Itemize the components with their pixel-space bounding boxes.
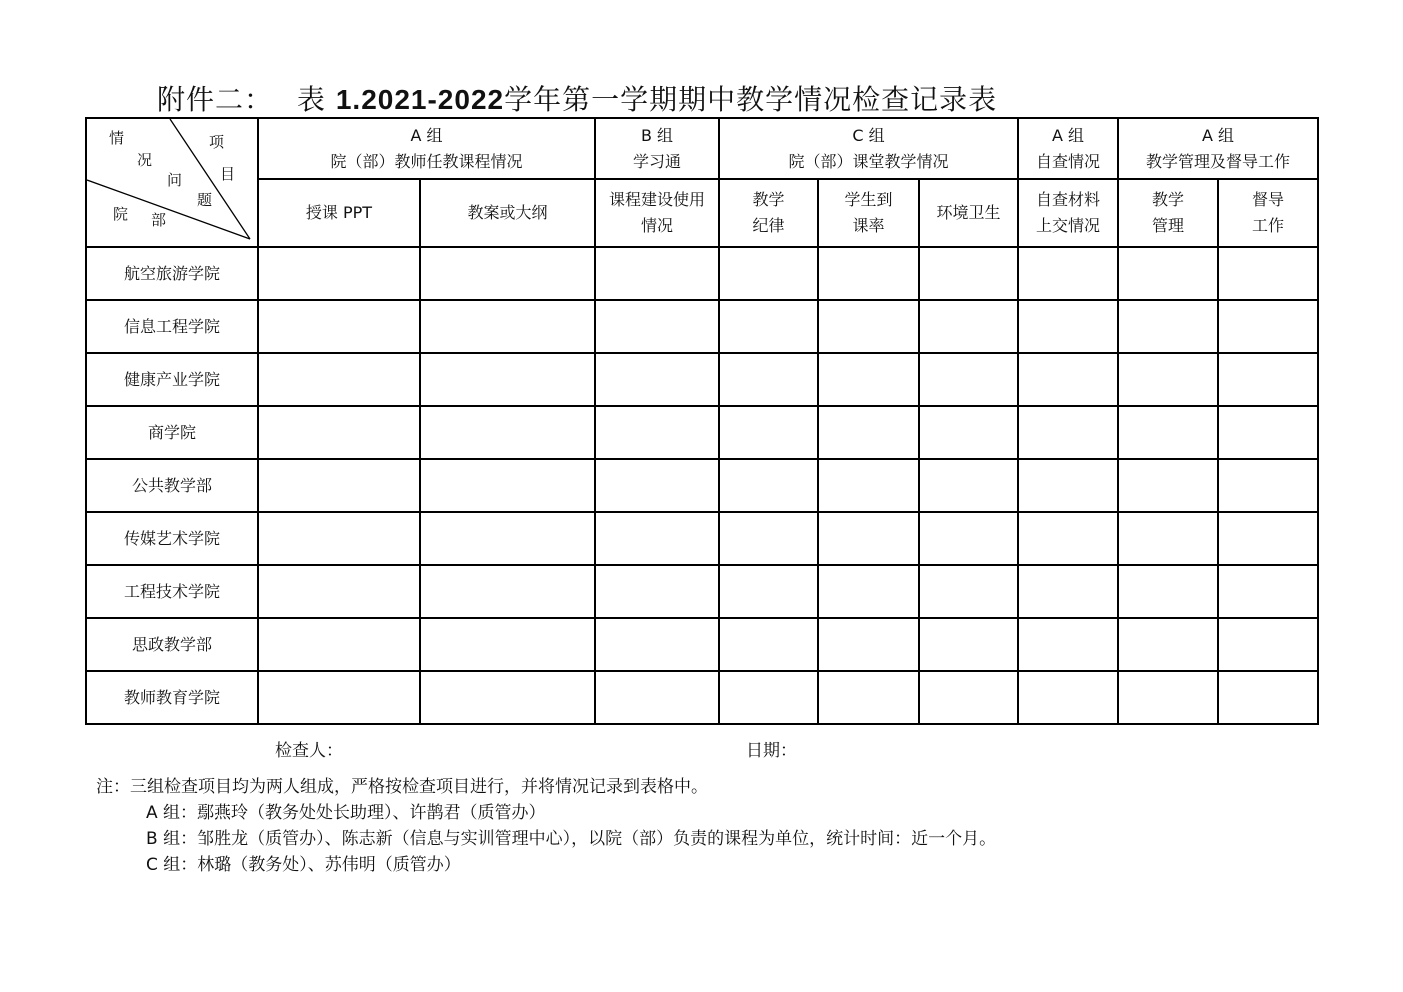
table-cell[interactable] [1218, 459, 1318, 512]
table-cell[interactable] [919, 565, 1018, 618]
table-cell[interactable] [1018, 406, 1118, 459]
table-cell[interactable] [1218, 618, 1318, 671]
college-name: 健康产业学院 [86, 353, 258, 406]
table-cell[interactable] [258, 300, 420, 353]
table-cell[interactable] [420, 406, 595, 459]
table-cell[interactable] [818, 671, 919, 724]
table-cell[interactable] [1218, 300, 1318, 353]
table-cell[interactable] [919, 406, 1018, 459]
table-cell[interactable] [1018, 459, 1118, 512]
table-cell[interactable] [595, 565, 719, 618]
table-cell[interactable] [1118, 512, 1218, 565]
sub-header-row [86, 179, 1318, 247]
table-row [86, 459, 1318, 512]
table-cell[interactable] [595, 459, 719, 512]
notes [96, 774, 996, 878]
table-cell[interactable] [595, 618, 719, 671]
note-line: B 组：邹胜龙（质管办）、陈志新（信息与实训管理中心），以院（部）负责的课程为单位，统计时间：近一个月。 [146, 829, 997, 849]
college-name: 教师教育学院 [86, 671, 258, 724]
group-header: A 组 自查情况 [1018, 118, 1118, 179]
sub-header: 教学 纪律 [719, 179, 818, 247]
table-cell[interactable] [1218, 512, 1318, 565]
table-cell[interactable] [919, 671, 1018, 724]
table-cell[interactable] [1218, 247, 1318, 300]
corner-diagonal-header [86, 118, 258, 247]
table-cell[interactable] [719, 618, 818, 671]
table-cell[interactable] [258, 565, 420, 618]
table-cell[interactable] [919, 618, 1018, 671]
table-cell[interactable] [818, 459, 919, 512]
table-cell[interactable] [258, 353, 420, 406]
table-cell[interactable] [1218, 565, 1318, 618]
table-cell[interactable] [818, 565, 919, 618]
table-cell[interactable] [1118, 406, 1218, 459]
table-cell[interactable] [258, 247, 420, 300]
group-header: A 组 院（部）教师任教课程情况 [258, 118, 595, 179]
title-number: 1.2021-2022 [335, 84, 505, 115]
table-cell[interactable] [1118, 459, 1218, 512]
college-name: 公共教学部 [86, 459, 258, 512]
table-cell[interactable] [595, 671, 719, 724]
table-cell[interactable] [258, 406, 420, 459]
sub-header: 课程建设使用 情况 [595, 179, 719, 247]
table-cell[interactable] [595, 300, 719, 353]
college-name: 信息工程学院 [86, 300, 258, 353]
table-cell[interactable] [1118, 300, 1218, 353]
table-cell[interactable] [1018, 353, 1118, 406]
table-cell[interactable] [595, 353, 719, 406]
table-cell[interactable] [258, 618, 420, 671]
corner-char: 情 [109, 129, 125, 147]
note-line: C 组：林璐（教务处）、苏伟明（质管办） [146, 855, 461, 875]
corner-char: 目 [220, 165, 236, 183]
table-cell[interactable] [420, 565, 595, 618]
corner-char: 问 [167, 171, 183, 189]
corner-char: 题 [197, 191, 213, 209]
table-cell[interactable] [1018, 565, 1118, 618]
table-cell[interactable] [1018, 300, 1118, 353]
table-cell[interactable] [595, 406, 719, 459]
table-cell[interactable] [719, 300, 818, 353]
table-cell[interactable] [420, 671, 595, 724]
sub-header: 督导 工作 [1218, 179, 1318, 247]
table-cell[interactable] [1118, 618, 1218, 671]
table-cell[interactable] [420, 353, 595, 406]
table-cell[interactable] [420, 459, 595, 512]
table-cell[interactable] [818, 247, 919, 300]
table-cell[interactable] [1218, 671, 1318, 724]
table-cell[interactable] [1218, 353, 1318, 406]
college-name: 商学院 [86, 406, 258, 459]
table-cell[interactable] [595, 247, 719, 300]
table-cell[interactable] [1118, 353, 1218, 406]
table-cell[interactable] [818, 512, 919, 565]
table-row [86, 565, 1318, 618]
sub-header: 自查材料 上交情况 [1018, 179, 1118, 247]
group-header: A 组 教学管理及督导工作 [1118, 118, 1318, 179]
table-cell[interactable] [719, 406, 818, 459]
table-cell[interactable] [919, 512, 1018, 565]
table-cell[interactable] [420, 512, 595, 565]
sub-header: 学生到 课率 [818, 179, 919, 247]
table-cell[interactable] [919, 459, 1018, 512]
inspection-table [85, 117, 1319, 725]
table-cell[interactable] [258, 459, 420, 512]
corner-char: 院 [113, 205, 129, 223]
group-header: C 组 院（部）课堂教学情况 [719, 118, 1018, 179]
group-header-row [86, 118, 1318, 179]
inspector-label: 检查人： [275, 741, 343, 761]
title-rest: 学年第一学期期中教学情况检查记录表 [504, 83, 998, 116]
table-cell[interactable] [719, 671, 818, 724]
note-line: A 组：鄢燕玲（教务处处长助理）、许鹊君（质管办） [146, 803, 546, 823]
table-cell[interactable] [1018, 247, 1118, 300]
table-cell[interactable] [595, 512, 719, 565]
table-cell[interactable] [919, 247, 1018, 300]
table-cell[interactable] [1018, 618, 1118, 671]
table-cell[interactable] [420, 618, 595, 671]
table-cell[interactable] [1218, 406, 1318, 459]
college-name: 航空旅游学院 [86, 247, 258, 300]
table-row [86, 618, 1318, 671]
table-cell[interactable] [818, 406, 919, 459]
sub-header: 教学 管理 [1118, 179, 1218, 247]
corner-char: 项 [209, 133, 225, 151]
table-cell[interactable] [919, 353, 1018, 406]
table-cell[interactable] [420, 247, 595, 300]
table-row [86, 247, 1318, 300]
title-prefix: 附件二： [157, 83, 274, 116]
group-header: B 组 学习通 [595, 118, 719, 179]
sub-header: 教案或大纲 [420, 179, 595, 247]
table-cell[interactable] [719, 459, 818, 512]
table-cell[interactable] [1118, 247, 1218, 300]
corner-char: 况 [137, 151, 153, 169]
sub-header: 授课 PPT [258, 179, 420, 247]
table-row [86, 353, 1318, 406]
table-row [86, 671, 1318, 724]
table-cell[interactable] [1018, 512, 1118, 565]
table-cell[interactable] [719, 353, 818, 406]
table-cell[interactable] [420, 300, 595, 353]
table-row [86, 300, 1318, 353]
table-cell[interactable] [258, 512, 420, 565]
table-row [86, 512, 1318, 565]
table-cell[interactable] [919, 300, 1018, 353]
note-line: 注：三组检查项目均为两人组成，严格按检查项目进行，并将情况记录到表格中。 [96, 777, 708, 797]
table-cell[interactable] [719, 512, 818, 565]
table-cell[interactable] [818, 618, 919, 671]
table-cell[interactable] [1018, 671, 1118, 724]
title-table-word: 表 [296, 83, 326, 116]
corner-char: 部 [151, 211, 167, 229]
table-cell[interactable] [818, 353, 919, 406]
table-cell[interactable] [258, 671, 420, 724]
sub-header: 环境卫生 [919, 179, 1018, 247]
table-cell[interactable] [719, 565, 818, 618]
date-label: 日期： [746, 741, 797, 761]
page-title [157, 78, 997, 118]
table-cell[interactable] [1118, 565, 1218, 618]
college-name: 思政教学部 [86, 618, 258, 671]
college-name: 工程技术学院 [86, 565, 258, 618]
table-cell[interactable] [818, 300, 919, 353]
table-cell[interactable] [719, 247, 818, 300]
table-row [86, 406, 1318, 459]
college-name: 传媒艺术学院 [86, 512, 258, 565]
table-cell[interactable] [1118, 671, 1218, 724]
